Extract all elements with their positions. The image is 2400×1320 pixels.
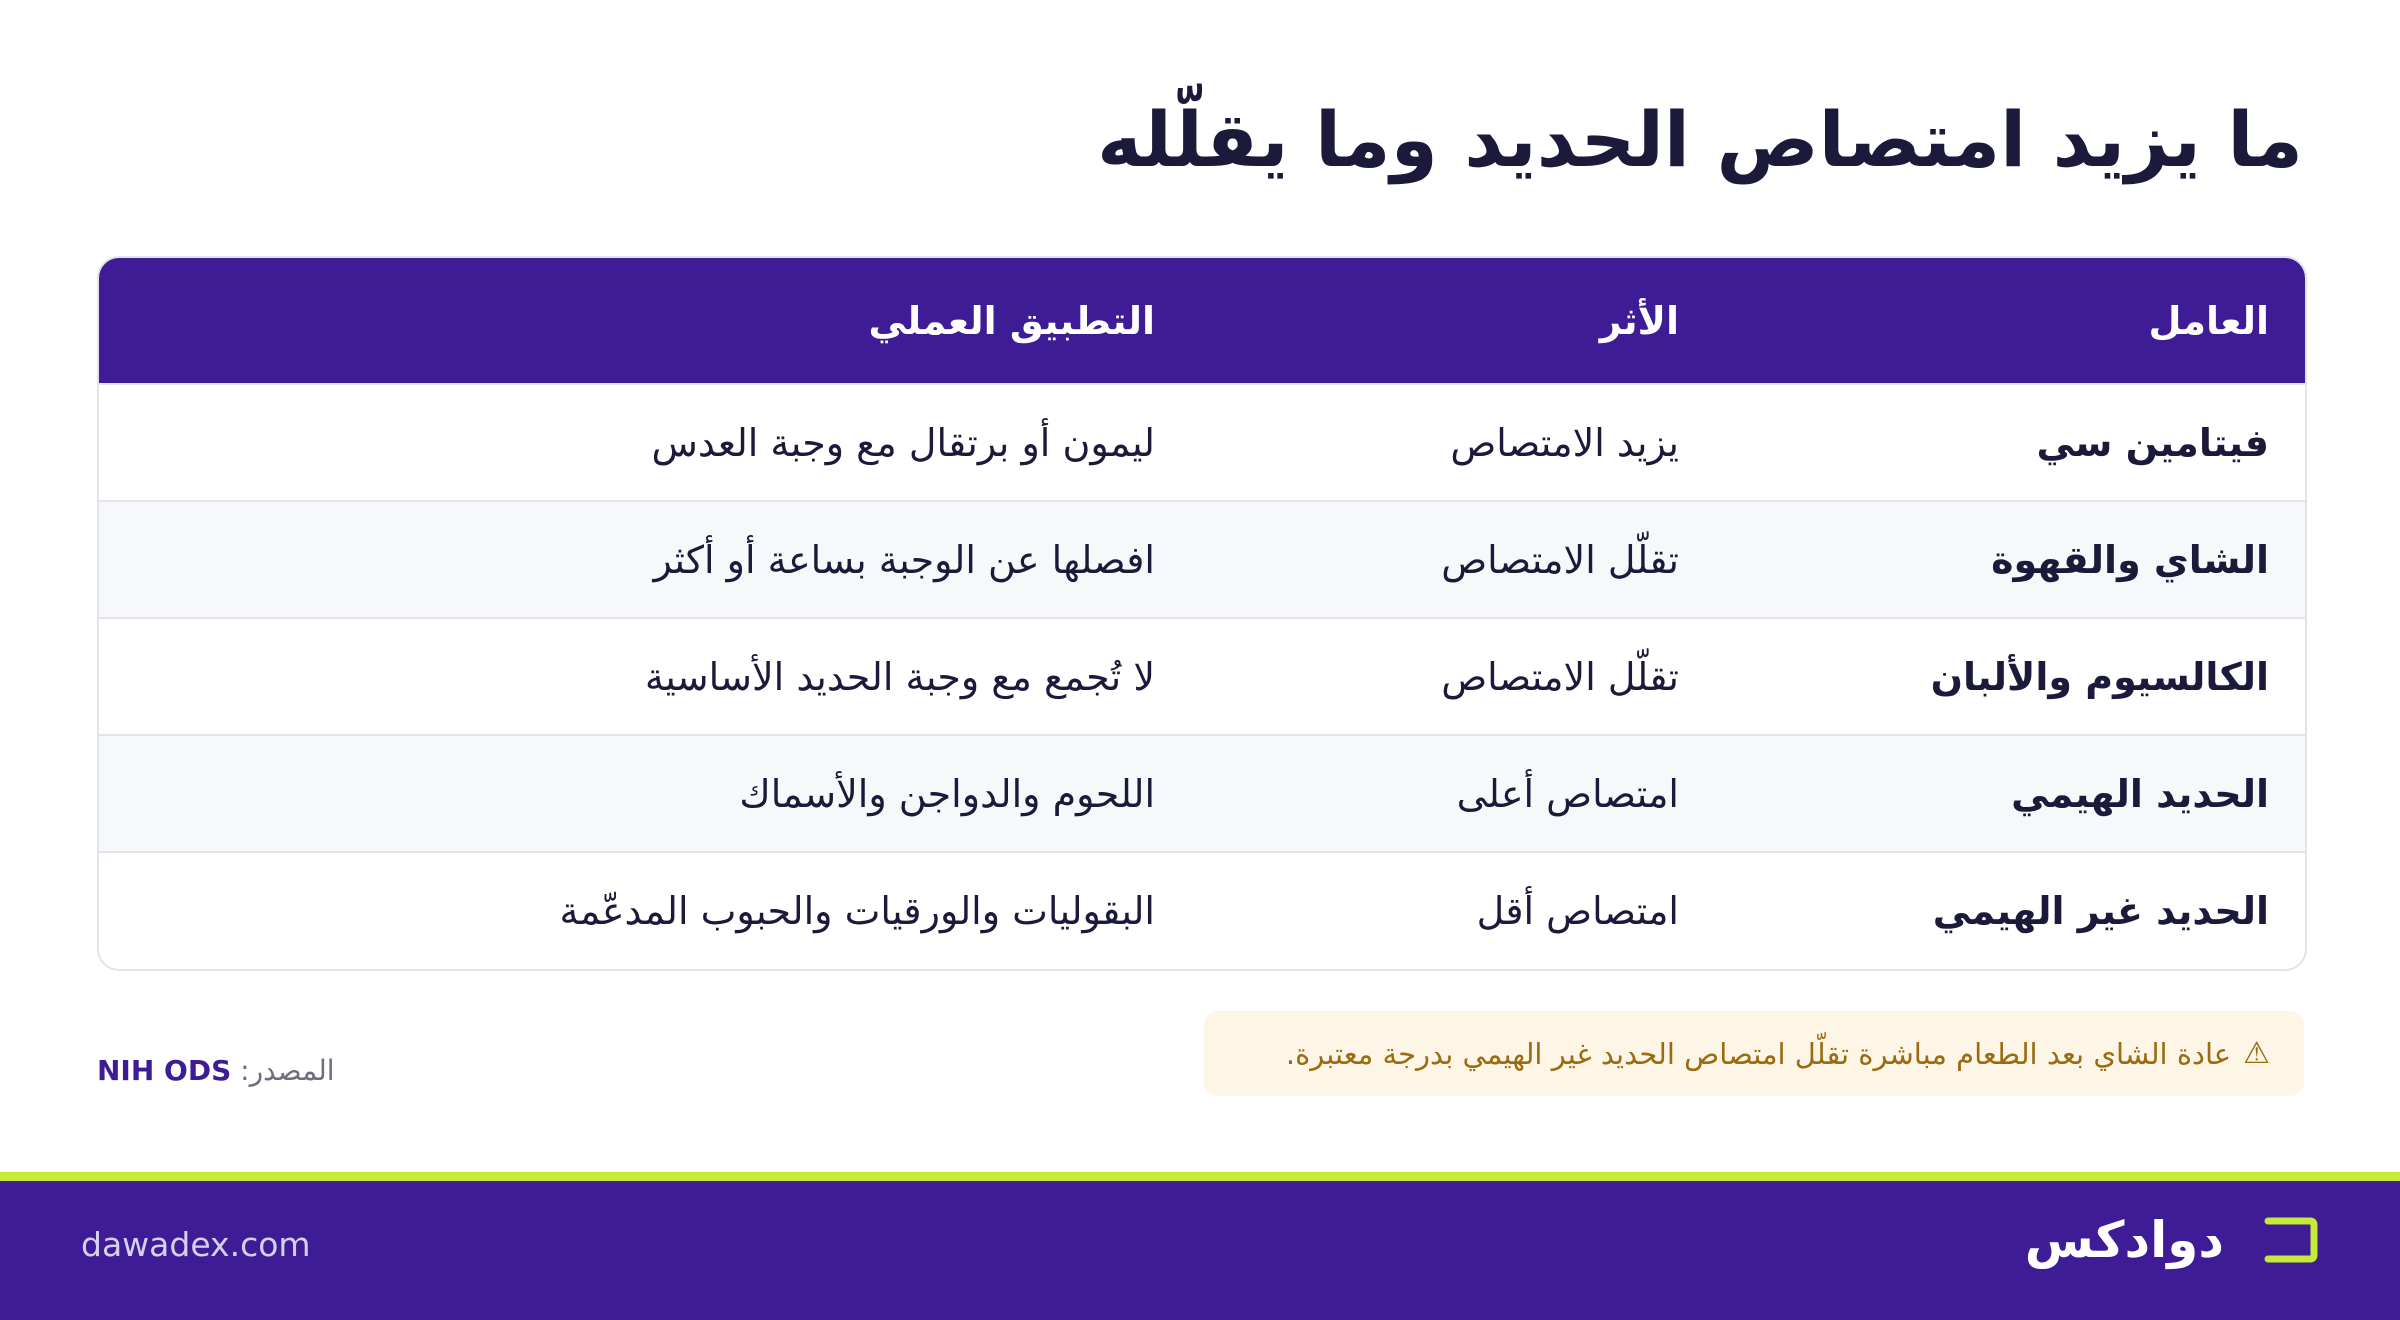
footer-url: dawadex.com — [81, 1225, 311, 1264]
footer-bar — [0, 1181, 2400, 1320]
cell-application: البقوليات والورقيات والحبوب المدعّمة — [559, 889, 1155, 933]
header-practical-application: التطبيق العملي — [868, 298, 1155, 343]
cell-application: لا تُجمع مع وجبة الحديد الأساسية — [644, 654, 1155, 699]
cell-effect: تقلّل الامتصاص — [1441, 537, 1679, 582]
cell-factor: الحديد غير الهيمي — [1932, 889, 2269, 933]
header-effect: الأثر — [1599, 298, 1679, 343]
warning-note-text: عادة الشاي بعد الطعام مباشرة تقلّل امتصاص الحديد غير الهيمي بدرجة معتبرة. — [1285, 1036, 2232, 1071]
brand — [2025, 1211, 2318, 1269]
table-row — [99, 852, 2305, 969]
cell-factor: فيتامين سي — [2036, 420, 2269, 465]
cell-factor: الشاي والقهوة — [1991, 537, 2269, 582]
warning-icon: ⚠ — [2243, 1036, 2270, 1071]
table-row — [99, 501, 2305, 618]
source-label: المصدر: — [240, 1054, 335, 1087]
cell-application: اللحوم والدواجن والأسماك — [739, 771, 1155, 816]
cell-effect: تقلّل الامتصاص — [1441, 654, 1679, 699]
brand-logo-icon — [2264, 1217, 2318, 1263]
cell-effect: امتصاص أعلى — [1456, 771, 1679, 816]
cell-effect: امتصاص أقل — [1476, 889, 1679, 933]
footer-accent-stripe — [0, 1172, 2400, 1181]
header-factor: العامل — [2148, 298, 2269, 343]
iron-absorption-table — [97, 256, 2307, 971]
table-row — [99, 735, 2305, 852]
cell-factor: الكالسيوم والألبان — [1930, 654, 2269, 699]
table-row — [99, 384, 2305, 501]
cell-effect: يزيد الامتصاص — [1450, 420, 1679, 465]
source-value: NIH ODS — [97, 1054, 232, 1087]
cell-application: ليمون أو برتقال مع وجبة العدس — [651, 420, 1155, 465]
table-row — [99, 618, 2305, 735]
warning-note — [1204, 1011, 2304, 1096]
table-header-row — [99, 258, 2305, 384]
brand-name: دوادكس — [2024, 1211, 2224, 1269]
source-citation — [97, 1054, 335, 1087]
data-table — [99, 258, 2305, 969]
cell-factor: الحديد الهيمي — [2011, 771, 2269, 816]
page-title: ما يزيد امتصاص الحديد وما يقلّله — [1097, 95, 2303, 184]
cell-application: افصلها عن الوجبة بساعة أو أكثر — [653, 537, 1155, 582]
